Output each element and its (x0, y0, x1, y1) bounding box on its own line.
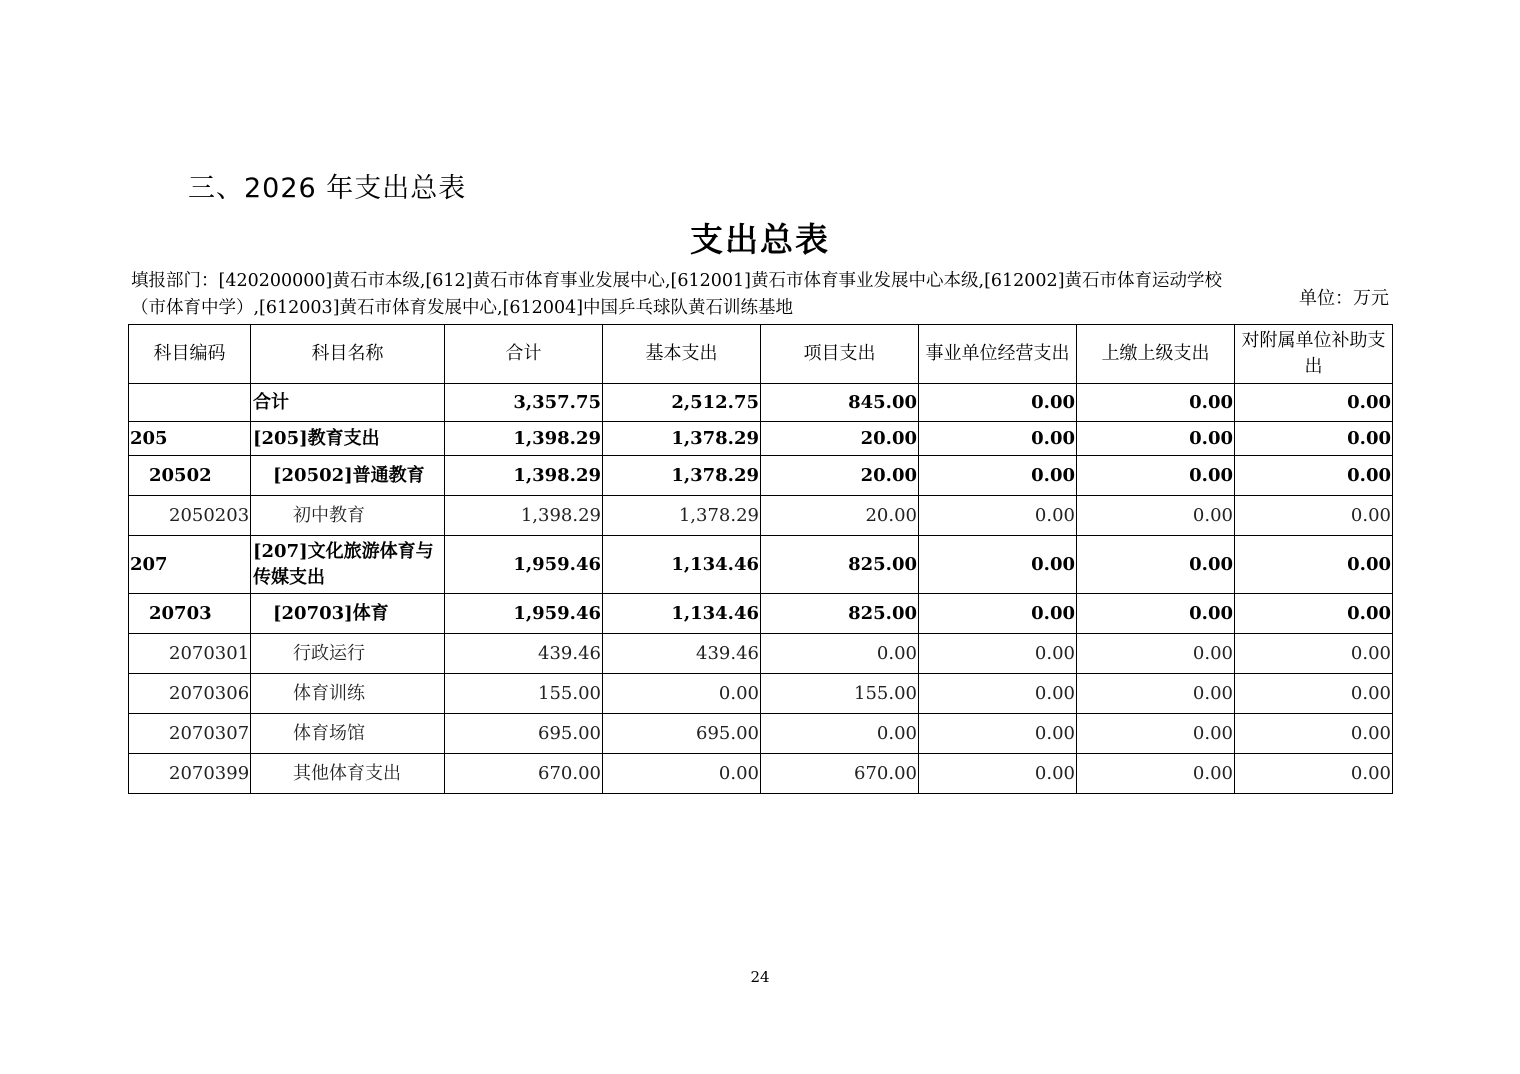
cell-subsidy: 0.00 (1235, 674, 1393, 714)
cell-basic: 0.00 (603, 674, 761, 714)
cell-basic: 1,378.29 (603, 456, 761, 496)
table-row (129, 674, 1393, 714)
cell-subsidy: 0.00 (1235, 536, 1393, 594)
table-header-row (129, 325, 1393, 384)
cell-project: 670.00 (761, 754, 919, 794)
cell-project: 155.00 (761, 674, 919, 714)
table-body (129, 384, 1393, 794)
cell-code: 20703 (129, 594, 251, 634)
table-row (129, 714, 1393, 754)
cell-total: 155.00 (445, 674, 603, 714)
cell-name: 体育训练 (251, 674, 445, 714)
cell-remit: 0.00 (1077, 754, 1235, 794)
cell-name: [20703]体育 (251, 594, 445, 634)
cell-business: 0.00 (919, 536, 1077, 594)
col-header-project: 项目支出 (761, 325, 919, 384)
col-header-subsidy: 对附属单位补助支出 (1235, 325, 1393, 384)
cell-basic: 695.00 (603, 714, 761, 754)
cell-remit: 0.00 (1077, 634, 1235, 674)
cell-code: 2070399 (129, 754, 251, 794)
cell-subsidy: 0.00 (1235, 496, 1393, 536)
cell-name: 合计 (251, 384, 445, 422)
cell-code: 20502 (129, 456, 251, 496)
cell-remit: 0.00 (1077, 674, 1235, 714)
section-heading: 三、2026 年支出总表 (188, 173, 467, 204)
cell-name: 初中教育 (251, 496, 445, 536)
col-header-business: 事业单位经营支出 (919, 325, 1077, 384)
cell-name: 行政运行 (251, 634, 445, 674)
col-header-basic: 基本支出 (603, 325, 761, 384)
cell-code: 2050203 (129, 496, 251, 536)
cell-total: 1,959.46 (445, 594, 603, 634)
cell-total: 1,959.46 (445, 536, 603, 594)
cell-business: 0.00 (919, 496, 1077, 536)
table-row (129, 754, 1393, 794)
cell-project: 825.00 (761, 594, 919, 634)
cell-total: 1,398.29 (445, 456, 603, 496)
col-header-name: 科目名称 (251, 325, 445, 384)
cell-basic: 439.46 (603, 634, 761, 674)
cell-code: 2070301 (129, 634, 251, 674)
page-number: 24 (750, 968, 770, 986)
cell-total: 695.00 (445, 714, 603, 754)
reporting-department: 填报部门：[420200000]黄石市本级,[612]黄石市体育事业发展中心,[612001]黄石市体育事业发展中心本级,[612002]黄石市体育运动学校（市体育中学）,[612003]黄石市体育发展中心,[612004]中国乒乓球队黄石训练基地 (131, 271, 1223, 318)
cell-name: [205]教育支出 (251, 422, 445, 456)
cell-code: 2070306 (129, 674, 251, 714)
col-header-remit: 上缴上级支出 (1077, 325, 1235, 384)
cell-total: 3,357.75 (445, 384, 603, 422)
cell-subsidy: 0.00 (1235, 634, 1393, 674)
cell-total: 1,398.29 (445, 422, 603, 456)
cell-name: [207]文化旅游体育与传媒支出 (251, 536, 445, 594)
cell-remit: 0.00 (1077, 496, 1235, 536)
col-header-code: 科目编码 (129, 325, 251, 384)
cell-business: 0.00 (919, 594, 1077, 634)
cell-code: 205 (129, 422, 251, 456)
table-row (129, 496, 1393, 536)
cell-subsidy: 0.00 (1235, 422, 1393, 456)
cell-subsidy: 0.00 (1235, 456, 1393, 496)
cell-business: 0.00 (919, 456, 1077, 496)
table-row (129, 456, 1393, 496)
cell-business: 0.00 (919, 674, 1077, 714)
cell-code: 207 (129, 536, 251, 594)
cell-code (129, 384, 251, 422)
cell-project: 825.00 (761, 536, 919, 594)
cell-remit: 0.00 (1077, 714, 1235, 754)
cell-remit: 0.00 (1077, 384, 1235, 422)
cell-project: 0.00 (761, 634, 919, 674)
cell-project: 20.00 (761, 456, 919, 496)
cell-name: [20502]普通教育 (251, 456, 445, 496)
cell-basic: 1,378.29 (603, 422, 761, 456)
col-header-total: 合计 (445, 325, 603, 384)
cell-remit: 0.00 (1077, 422, 1235, 456)
table-row (129, 384, 1393, 422)
cell-business: 0.00 (919, 634, 1077, 674)
cell-subsidy: 0.00 (1235, 714, 1393, 754)
cell-business: 0.00 (919, 754, 1077, 794)
table-row (129, 422, 1393, 456)
cell-name: 其他体育支出 (251, 754, 445, 794)
cell-total: 439.46 (445, 634, 603, 674)
cell-total: 1,398.29 (445, 496, 603, 536)
cell-name: 体育场馆 (251, 714, 445, 754)
cell-basic: 0.00 (603, 754, 761, 794)
cell-project: 20.00 (761, 422, 919, 456)
table-row (129, 594, 1393, 634)
cell-project: 845.00 (761, 384, 919, 422)
cell-subsidy: 0.00 (1235, 594, 1393, 634)
unit-label: 单位：万元 (1299, 288, 1389, 309)
cell-remit: 0.00 (1077, 536, 1235, 594)
table-row (129, 634, 1393, 674)
cell-subsidy: 0.00 (1235, 384, 1393, 422)
cell-basic: 2,512.75 (603, 384, 761, 422)
cell-business: 0.00 (919, 384, 1077, 422)
cell-business: 0.00 (919, 714, 1077, 754)
cell-project: 20.00 (761, 496, 919, 536)
cell-total: 670.00 (445, 754, 603, 794)
cell-remit: 0.00 (1077, 594, 1235, 634)
cell-subsidy: 0.00 (1235, 754, 1393, 794)
cell-basic: 1,378.29 (603, 496, 761, 536)
table-row (129, 536, 1393, 594)
cell-business: 0.00 (919, 422, 1077, 456)
cell-project: 0.00 (761, 714, 919, 754)
document-title: 支出总表 (690, 220, 830, 259)
cell-basic: 1,134.46 (603, 536, 761, 594)
cell-code: 2070307 (129, 714, 251, 754)
cell-basic: 1,134.46 (603, 594, 761, 634)
cell-remit: 0.00 (1077, 456, 1235, 496)
expenditure-table (128, 324, 1393, 794)
